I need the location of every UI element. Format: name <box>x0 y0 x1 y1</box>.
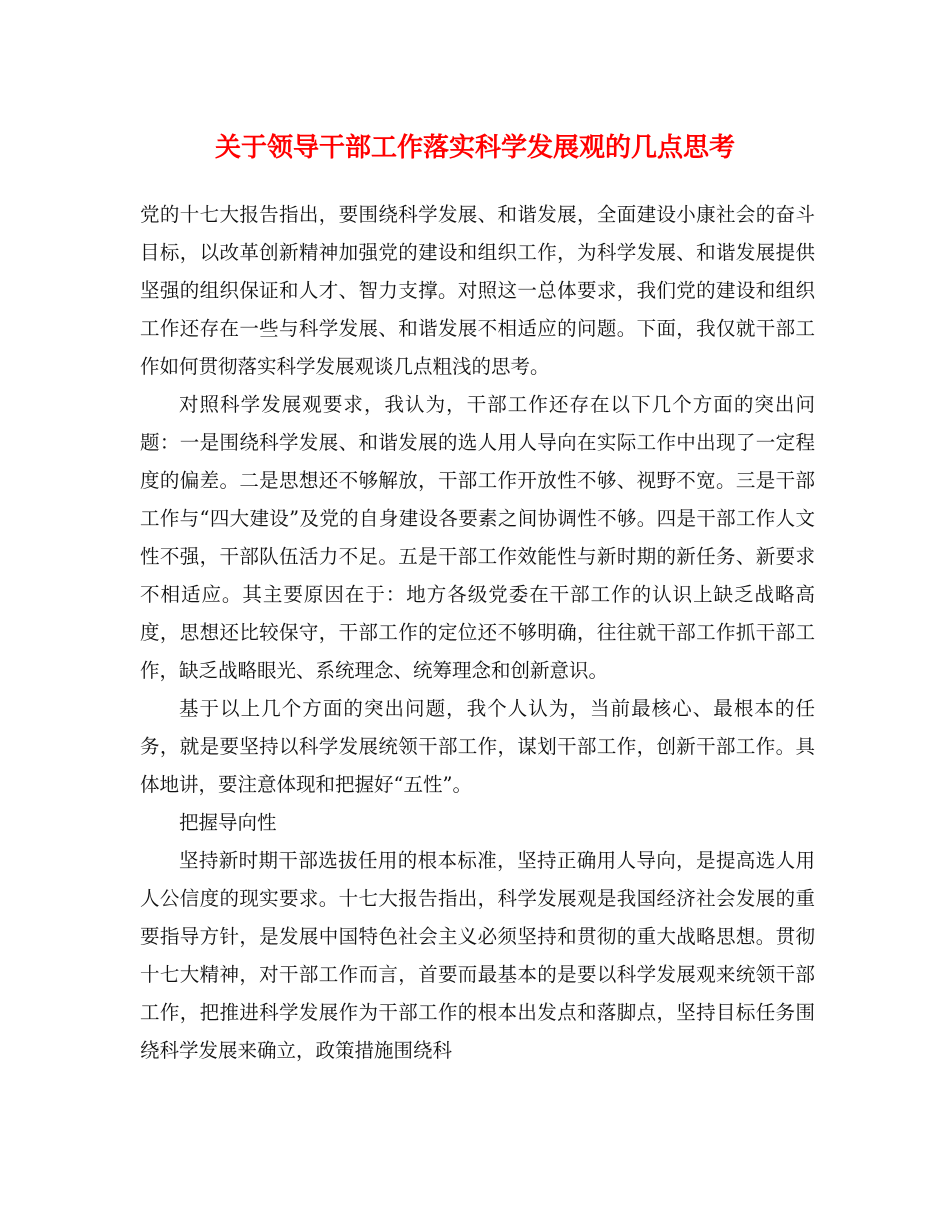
paragraph-problems: 对照科学发展观要求，我认为，干部工作还存在以下几个方面的突出问题：一是围绕科学发展、和谐发展的选人用人导向在实际工作中出现了一定程度的偏差。二是思想还不够解放，干部工作开放性不够、视野不宽。三是干部工作与“四大建设”及党的自身建设各要素之间协调性不够。四是干部工作人文性不强，干部队伍活力不足。五是干部工作效能性与新时期的新任务、新要求不相适应。其主要原因在于：地方各级党委在干部工作的认识上缺乏战略高度，思想还比较保守，干部工作的定位还不够明确，往往就干部工作抓干部工作，缺乏战略眼光、系统理念、统筹理念和创新意识。 <box>140 393 815 682</box>
paragraph-orientation: 坚持新时期干部选拔任用的根本标准，坚持正确用人导向，是提高选人用人公信度的现实要求。十七大报告指出，科学发展观是我国经济社会发展的重要指导方针，是发展中国特色社会主义必须坚持和贯彻的重大战略思想。贯彻十七大精神，对干部工作而言，首要而最基本的是要以科学发展观来统领干部工作，把推进科学发展作为干部工作的根本出发点和落脚点，坚持目标任务围绕科学发展来确立，政策措施围绕科 <box>140 849 815 1062</box>
section-heading-orientation: 把握导向性 <box>179 811 277 834</box>
document-title: 关于领导干部工作落实科学发展观的几点思考 <box>214 133 735 163</box>
paragraph-intro: 党的十七大报告指出，要围绕科学发展、和谐发展，全面建设小康社会的奋斗目标，以改革创新精神加强党的建设和组织工作，为科学发展、和谐发展提供坚强的组织保证和人才、智力支撑。对照这一总体要求，我们党的建设和组织工作还存在一些与科学发展、和谐发展不相适应的问题。下面，我仅就干部工作如何贯彻落实科学发展观谈几点粗浅的思考。 <box>140 203 815 378</box>
document-body <box>140 196 815 1070</box>
paragraph-core-task: 基于以上几个方面的突出问题，我个人认为，当前最核心、最根本的任务，就是要坚持以科学发展统领干部工作，谋划干部工作，创新干部工作。具体地讲，要注意体现和把握好“五性”。 <box>140 697 815 796</box>
